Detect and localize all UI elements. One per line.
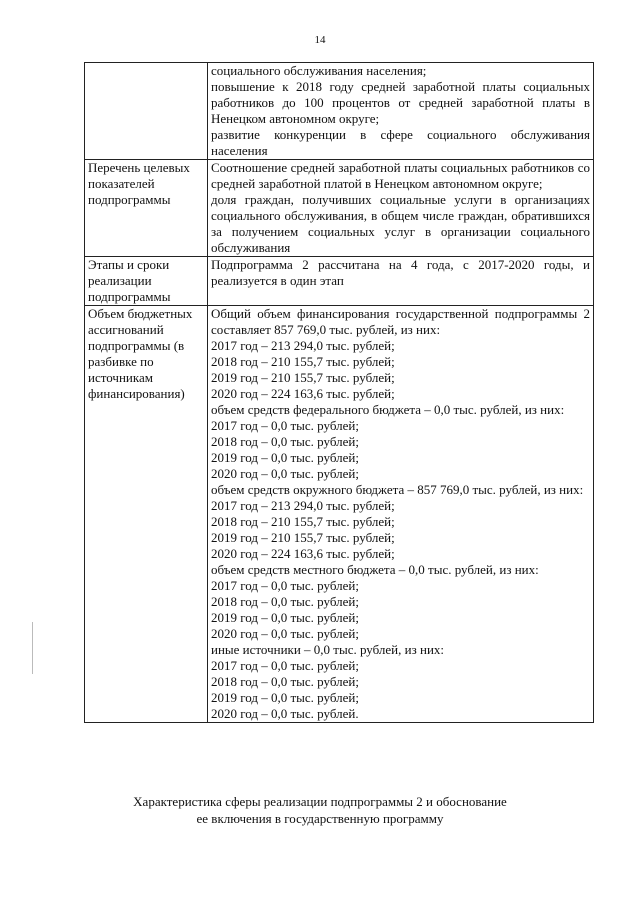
table-row xyxy=(85,63,594,160)
page-number: 14 xyxy=(314,34,326,46)
row-value-line: социального обслуживания населения; xyxy=(211,63,427,78)
section-heading xyxy=(0,793,640,827)
row-label-cell xyxy=(85,257,208,306)
row-value-line: 2018 год – 210 155,7 тыс. рублей; xyxy=(211,514,395,529)
row-value-line: 2019 год – 0,0 тыс. рублей; xyxy=(211,610,359,625)
row-value-line: объем средств окружного бюджета – 857 769,0 тыс. рублей, из них: xyxy=(211,482,584,497)
row-value-line: 2020 год – 224 163,6 тыс. рублей; xyxy=(211,546,395,561)
row-value-line: Подпрограмма 2 рассчитана на 4 года, с 2017-2020 годы, и реализуется в один этап xyxy=(211,257,590,288)
row-value-line: Общий объем финансирования государственной подпрограммы 2 составляет 857 769,0 тыс. рублей, из них: xyxy=(211,306,590,337)
row-value-line: 2017 год – 0,0 тыс. рублей; xyxy=(211,658,359,673)
row-value-line: развитие конкуренции в сфере социального обслуживания населения xyxy=(211,127,590,158)
table-row xyxy=(85,160,594,257)
row-label-cell xyxy=(85,63,208,160)
table-row xyxy=(85,257,594,306)
passport-table-body xyxy=(85,63,594,723)
row-value-line: 2019 год – 0,0 тыс. рублей; xyxy=(211,450,359,465)
row-label: Перечень целевых показателей подпрограммы xyxy=(88,160,190,207)
row-value-line: 2020 год – 0,0 тыс. рублей. xyxy=(211,706,359,721)
row-value-line: 2020 год – 0,0 тыс. рублей; xyxy=(211,466,359,481)
row-value-line: 2018 год – 210 155,7 тыс. рублей; xyxy=(211,354,395,369)
row-value-line: иные источники – 0,0 тыс. рублей, из них: xyxy=(211,642,445,657)
row-value-line: 2019 год – 210 155,7 тыс. рублей; xyxy=(211,370,395,385)
section-heading-line: ее включения в государственную программу xyxy=(196,811,444,826)
scan-margin-mark xyxy=(32,622,33,674)
row-value-line: 2017 год – 213 294,0 тыс. рублей; xyxy=(211,338,395,353)
row-value-line: объем средств местного бюджета – 0,0 тыс. рублей, из них: xyxy=(211,562,539,577)
row-value-line: доля граждан, получивших социальные услуги в организациях социального обслуживания, в общем числе граждан, обратившихся за получением социальных услуг в организации социального обслуживания xyxy=(211,192,590,255)
row-value-line: 2018 год – 0,0 тыс. рублей; xyxy=(211,434,359,449)
row-value-line: 2017 год – 0,0 тыс. рублей; xyxy=(211,578,359,593)
row-value-line: 2019 год – 210 155,7 тыс. рублей; xyxy=(211,530,395,545)
row-value-cell xyxy=(208,306,594,723)
row-value-line: 2017 год – 213 294,0 тыс. рублей; xyxy=(211,498,395,513)
subprogram-passport-table xyxy=(84,62,594,723)
row-value-line: 2018 год – 0,0 тыс. рублей; xyxy=(211,674,359,689)
row-value-line: 2020 год – 0,0 тыс. рублей; xyxy=(211,626,359,641)
row-value-line: повышение к 2018 году средней заработной платы социальных работников до 100 процентов от средней заработной платы в Ненецком автономном округе; xyxy=(211,79,590,126)
row-value-cell xyxy=(208,257,594,306)
row-value-line: Соотношение средней заработной платы социальных работников со средней заработной платой в Ненецком автономном округе; xyxy=(211,160,590,191)
table-row xyxy=(85,306,594,723)
row-label: Этапы и сроки реализации подпрограммы xyxy=(88,257,171,304)
row-value-line: объем средств федерального бюджета – 0,0 тыс. рублей, из них: xyxy=(211,402,565,417)
row-label-cell xyxy=(85,160,208,257)
row-value-line: 2018 год – 0,0 тыс. рублей; xyxy=(211,594,359,609)
row-label: Объем бюджетных ассигнований подпрограммы (в разбивке по источникам финансирования) xyxy=(88,306,193,401)
row-label-cell xyxy=(85,306,208,723)
row-value-cell xyxy=(208,160,594,257)
row-value-line: 2017 год – 0,0 тыс. рублей; xyxy=(211,418,359,433)
row-value-cell xyxy=(208,63,594,160)
section-heading-line: Характеристика сферы реализации подпрограммы 2 и обоснование xyxy=(133,794,507,809)
row-value-line: 2019 год – 0,0 тыс. рублей; xyxy=(211,690,359,705)
row-value-line: 2020 год – 224 163,6 тыс. рублей; xyxy=(211,386,395,401)
